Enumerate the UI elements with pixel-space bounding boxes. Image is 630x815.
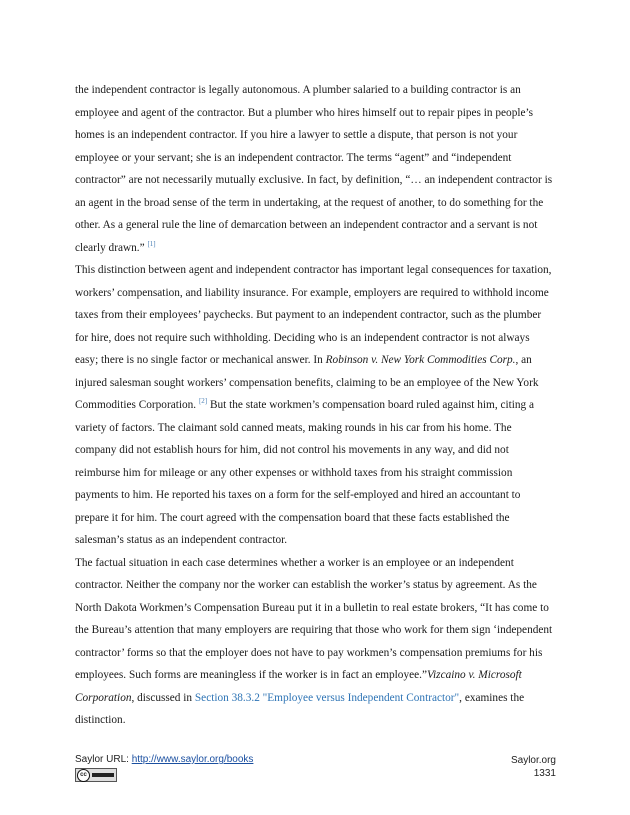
document-body bbox=[75, 79, 555, 732]
footer-url-link[interactable]: http://www.saylor.org/books bbox=[131, 754, 254, 765]
paragraph-3-text-c: , examines the distinction. bbox=[75, 691, 525, 726]
paragraph-2-text-b: , an injured salesman sought workers’ compensation benefits, claiming to be an employee of the New York Commodities Corporation. bbox=[75, 354, 539, 411]
case-name-vizcaino: Vizcaino v. Microsoft Corporation bbox=[75, 669, 522, 704]
paragraph-3-text-b: , discussed in bbox=[131, 691, 195, 704]
footer-source bbox=[75, 754, 253, 765]
footer-right bbox=[511, 754, 556, 780]
cc-logo-icon: cc bbox=[77, 769, 90, 782]
case-name-robinson: Robinson v. New York Commodities Corp. bbox=[325, 354, 516, 366]
paragraph-2-text-c: But the state workmen’s compensation board ruled against him, citing a variety of factors. The claimant sold canned meats, making rounds in his car from his home. The company did not establish hours for him, did not control his movements in any way, and did not reimburse him for mileage or any other expenses or withhold taxes from his straight commission payments to him. He reported his taxes on a form for the self-employed and hired an accountant to prepare it for him. The court agreed with the compensation board that these facts established the salesman’s status as an independent contractor. bbox=[75, 399, 535, 546]
paragraph-1-text: the independent contractor is legally autonomous. A plumber salaried to a building contractor is an employee and agent of the contractor. But a plumber who hires himself out to repair pipes in people’s homes is an independent contractor. If you hire a lawyer to settle a dispute, that person is not your employee or your servant; she is an independent contractor. The terms “agent” and “independent contractor” are not necessarily mutually exclusive. In fact, by definition, “… an independent contractor is an agent in the broad sense of the term in undertaking, at the request of another, to do something for the other. As a general rule the line of demarcation between an independent contractor and a servant is not clearly drawn.” bbox=[75, 84, 553, 254]
paragraph-3 bbox=[75, 552, 555, 732]
paragraph-3-text-a: The factual situation in each case determines whether a worker is an employee or an independent contractor. Neither the company nor the worker can establish the worker’s status by agreement. As the North Dakota Workmen’s Compensation Bureau put it in a bulletin to real estate brokers, “It has come to the Bureau’s attention that many employers are requiring that those who work for them sign ‘independent contractor’ forms so that the employer does not have to pay workmen’s compensation premiums for his employees. Such forms are meaningless if the worker is in fact an employee.” bbox=[75, 556, 553, 681]
footnote-ref-2[interactable]: [2] bbox=[198, 397, 208, 405]
page-number: 1331 bbox=[533, 768, 556, 779]
license-bar bbox=[92, 773, 114, 777]
paragraph-2 bbox=[75, 259, 555, 552]
paragraph-2-text-a: This distinction between agent and independent contractor has important legal consequences for taxation, workers’ compensation, and liability insurance. For example, employers are required to withhold income taxes from their employees’ paychecks. But payment to an independent contractor, such as the plumber for hire, does not require such withholding. Deciding who is an independent contractor is not always easy; there is no single factor or mechanical answer. In bbox=[75, 264, 552, 366]
section-link[interactable]: Section 38.3.2 "Employee versus Independent Contractor" bbox=[194, 691, 460, 704]
creative-commons-license-icon bbox=[75, 768, 117, 782]
paragraph-1 bbox=[75, 79, 555, 259]
footer-url-label: Saylor URL: bbox=[75, 754, 132, 765]
footer-site: Saylor.org bbox=[510, 755, 556, 766]
footnote-ref-1[interactable]: [1] bbox=[147, 239, 156, 248]
